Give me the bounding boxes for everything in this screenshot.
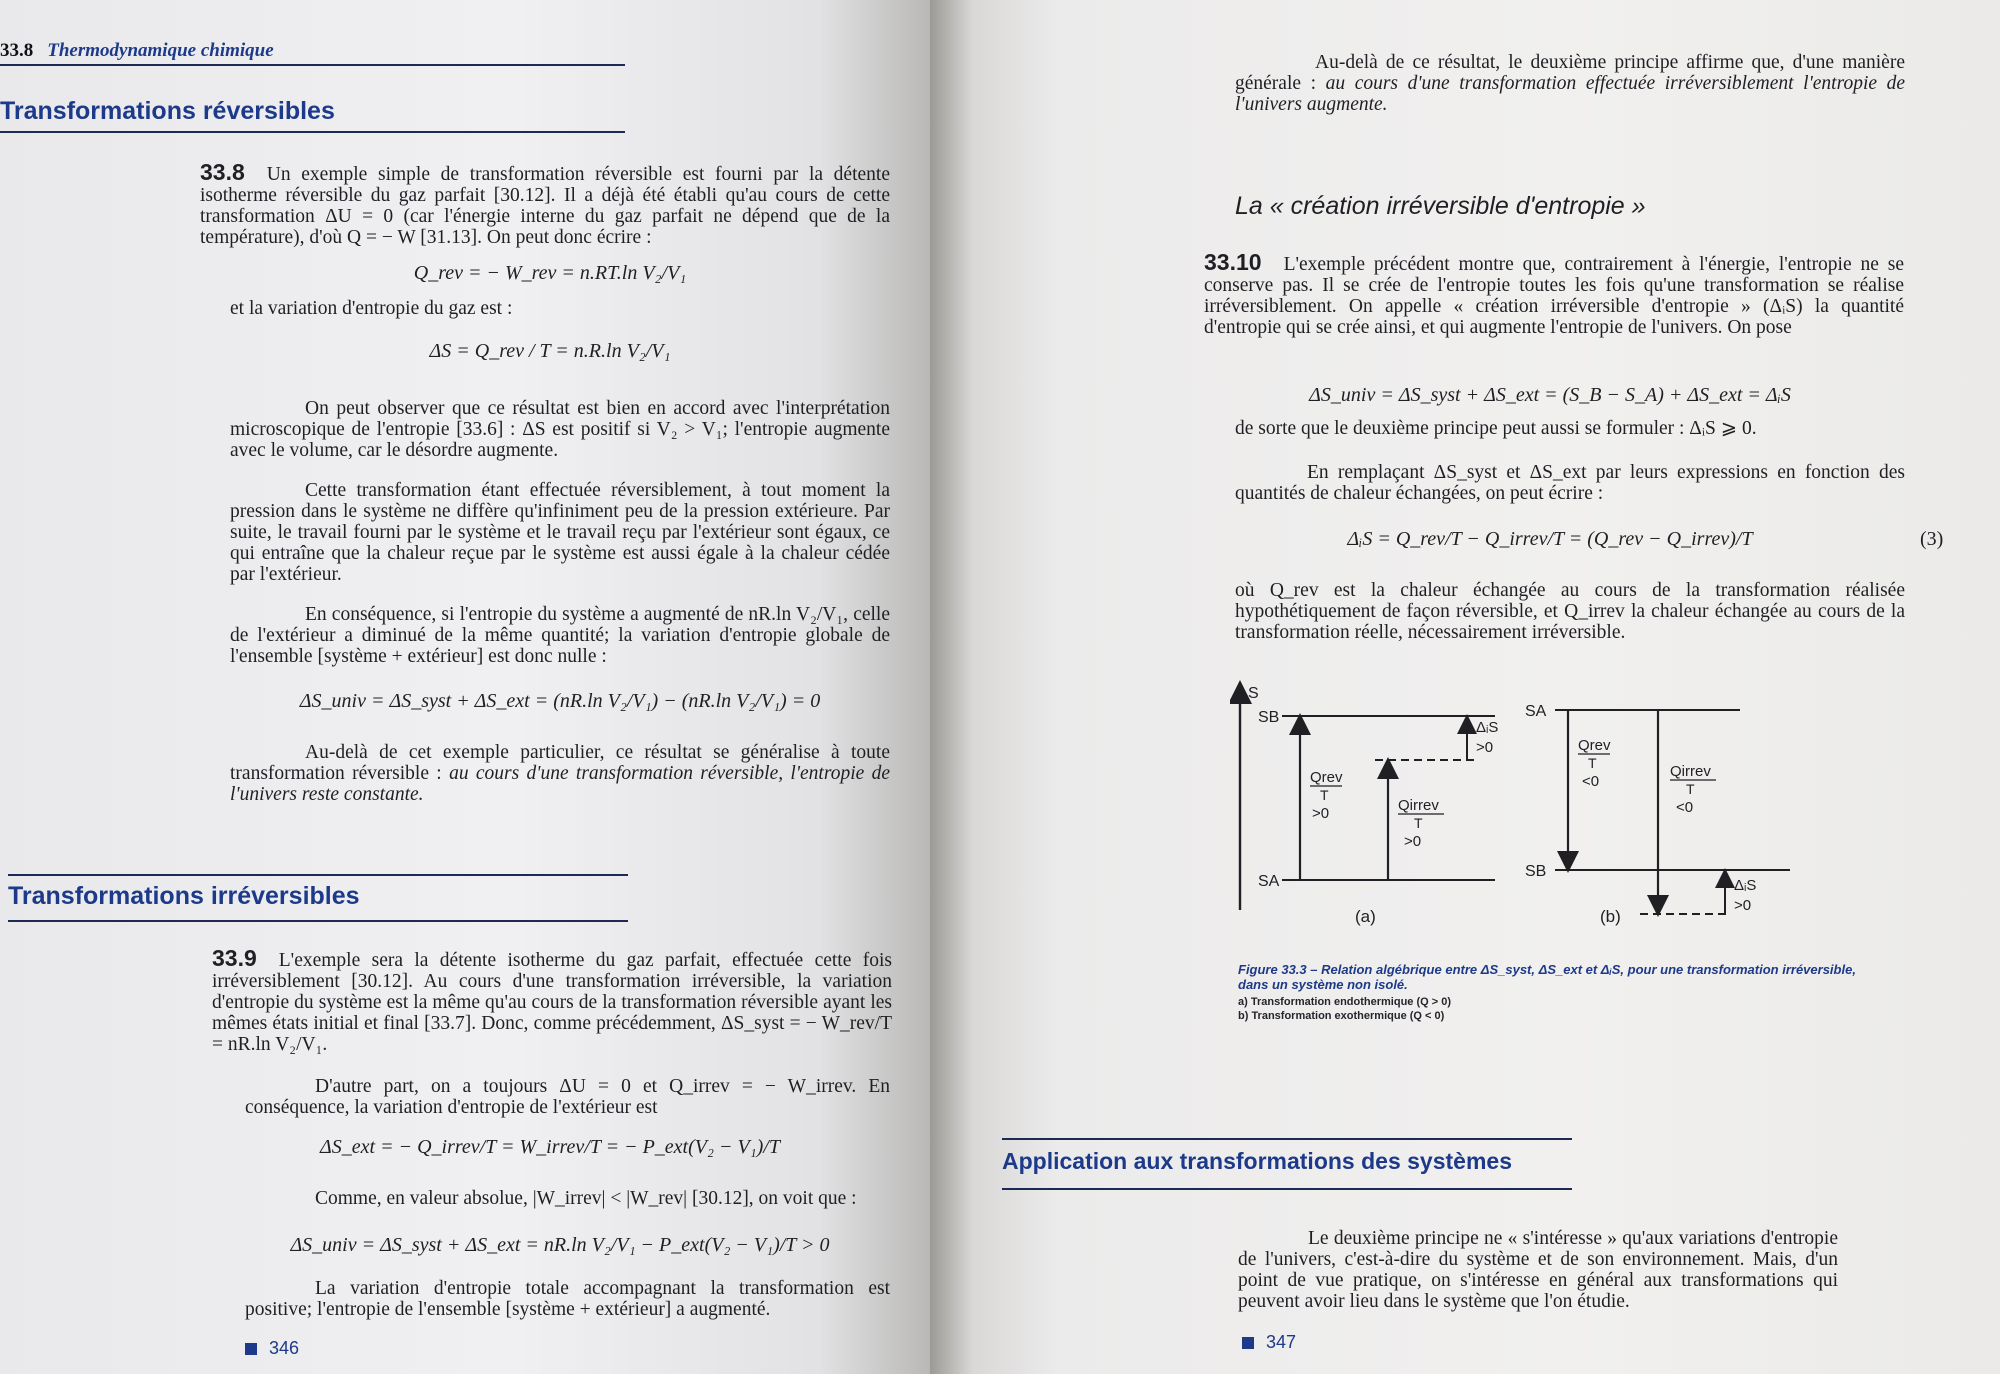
paragraph-text: Un exemple simple de transformation réversible est fourni par la détente isotherme réversible du gaz parfait [30.12]. Il a déjà été établi qu'au cours de cette transformation ΔU = 0 (car l'énergie interne du gaz parfait ne dépend que de la température), d'où Q = − W [31.13]. On peut donc écrire : — [200, 164, 890, 248]
section-rule — [8, 874, 628, 876]
paragraph-text: En conséquence, si l'entropie du système a augmenté de nR.ln V₂/V₁, celle de l'extérieur a diminué de la même quantité; la variation d'entropie globale de l'ensemble [système + extérieur] est donc nulle : — [230, 604, 890, 667]
paragraph-number: 33.10 — [1204, 249, 1262, 275]
paragraph-text: On peut observer que ce résultat est bien en accord avec l'interprétation microscopique de l'entropie [33.6] : ΔS est positif si V₂ > V₁; l'entropie augmente avec le volume, car le désordre augmente. — [230, 398, 890, 461]
paragraph-number: 33.9 — [212, 945, 257, 971]
fraction-numerator: Qrev — [1310, 769, 1343, 786]
section-title-irreversible: Transformations irréversibles — [8, 882, 360, 910]
section-rule — [1002, 1138, 1572, 1140]
fraction-denominator: T — [1588, 755, 1597, 771]
paragraph-text: L'exemple précédent montre que, contrairement à l'énergie, l'entropie ne se conserve pas. Il se crée de l'entropie toutes les fois qu'une transformation se réalise irréversiblement. On appelle « création irréversible d'entropie » (ΔᵢS) la quantité d'entropie qui se crée ainsi, et qui augmente l'entropie de l'univers. On pose — [1204, 254, 1904, 338]
section-rule — [8, 920, 628, 922]
equation-delta-s-univ-irrev: ΔS_univ = ΔS_syst + ΔS_ext = nR.ln V₂/V₁ − P_ext(V₂ − V₁)/T > 0 — [290, 1234, 830, 1256]
fraction-denominator: T — [1414, 815, 1423, 831]
equation-delta-s-univ: ΔS_univ = ΔS_syst + ΔS_ext = (nR.ln V₂/V₁) − (nR.ln V₂/V₁) = 0 — [299, 690, 821, 712]
sign-label: >0 — [1734, 897, 1752, 914]
diagram-label: (a) — [1355, 907, 1376, 926]
section-title-reversible: Transformations réversibles — [0, 97, 335, 125]
emphasis-text: au cours d'une transformation effectuée irréversiblement l'entropie de l'univers augmente. — [1235, 73, 1905, 115]
header-rule — [0, 64, 625, 66]
right-page — [930, 0, 2000, 1374]
sign-label: <0 — [1582, 773, 1600, 790]
running-head — [0, 40, 274, 62]
sign-label: <0 — [1676, 799, 1694, 816]
figure-caption-title: Figure 33.3 – Relation algébrique entre ΔS_syst, ΔS_ext et ΔᵢS, pour une transformation irréversible, dans un système non isolé. — [1238, 962, 1856, 992]
left-page — [0, 0, 930, 1374]
page-number: 346 — [245, 1338, 299, 1359]
diagram-label: (b) — [1600, 907, 1621, 926]
creation-label: ΔᵢS — [1734, 877, 1757, 894]
sign-label: >0 — [1312, 805, 1330, 822]
fraction-numerator: Qirrev — [1670, 763, 1711, 780]
paragraph-text: D'autre part, on a toujours ΔU = 0 et Q_irrev = − W_irrev. En conséquence, la variation d'entropie de l'extérieur est — [245, 1076, 890, 1118]
sign-label: >0 — [1404, 833, 1422, 850]
paragraph-33-8 — [200, 159, 890, 248]
running-head-number: 33.8 — [0, 40, 34, 61]
page-number: 347 — [1242, 1332, 1296, 1353]
equation-q-rev: Q_rev = − W_rev = n.RT.ln V₂/V₁ — [413, 262, 687, 284]
running-head-title: Thermodynamique chimique — [47, 40, 274, 61]
paragraph-text: Au-delà de ce résultat, le deuxième principe affirme que, d'une manière générale : — [1235, 52, 1905, 94]
paragraph-text: Au-delà de cet exemple particulier, ce résultat se généralise à toute transformation réversible : — [230, 742, 890, 784]
paragraph-text: La variation d'entropie totale accompagnant la transformation est positive; l'entropie de l'ensemble [système + extérieur] a augmenté. — [245, 1278, 890, 1320]
section-title-application: Application aux transformations des systèmes — [1002, 1148, 1512, 1174]
axis-label: S — [1248, 685, 1259, 702]
section-rule — [1002, 1188, 1572, 1190]
fraction-numerator: Qirrev — [1398, 797, 1439, 814]
paragraph-33-9 — [212, 945, 892, 1055]
level-label: SB — [1258, 709, 1280, 726]
paragraph-text: et la variation d'entropie du gaz est : — [230, 298, 513, 319]
section-rule — [0, 131, 625, 133]
paragraph-text: L'exemple sera la détente isotherme du gaz parfait, effectuée cette fois irréversiblement [30.12]. Au cours d'une transformation irréversible, la variation d'entropie du système est la même qu'au cours de la transformation réversible ayant les mêmes états initial et final [33.7]. Donc, comme précédemment, ΔS_syst = − W_rev/T = nR.ln V₂/V₁. — [212, 950, 892, 1055]
paragraph-text: de sorte que le deuxième principe peut aussi se formuler : ΔᵢS ⩾ 0. — [1235, 418, 1757, 439]
level-label: SA — [1258, 873, 1280, 890]
subsection-title: La « création irréversible d'entropie » — [1235, 192, 1646, 220]
sign-label: >0 — [1476, 739, 1494, 756]
paragraph-text: Cette transformation étant effectuée réversiblement, à tout moment la pression dans le système ne diffère qu'infiniment peu de la pression extérieure. Par suite, le travail fourni par le système et le travail reçu par l'extérieur sont égaux, ce qui entraîne que la chaleur reçue par le système est aussi égale à la chaleur cédée par l'extérieur. — [230, 480, 890, 585]
equation-number: (3) — [1920, 528, 1944, 550]
level-label: SB — [1525, 863, 1547, 880]
entropy-diagram — [1230, 680, 1790, 950]
paragraph-number: 33.8 — [200, 159, 245, 185]
figure-caption-line: b) Transformation exothermique (Q < 0) — [1238, 1010, 1445, 1022]
equation-3: ΔᵢS = Q_rev/T − Q_irrev/T = (Q_rev − Q_irrev)/T — [1347, 528, 1753, 550]
paragraph-text: Comme, en valeur absolue, |W_irrev| < |W_rev| [30.12], on voit que : — [315, 1188, 857, 1209]
paragraph-text — [230, 742, 890, 805]
emphasis-text: au cours d'une transformation réversible, l'entropie de l'univers reste constante. — [230, 763, 890, 805]
level-label: SA — [1525, 703, 1547, 720]
fraction-numerator: Qrev — [1578, 737, 1611, 754]
fraction-denominator: T — [1686, 781, 1695, 797]
equation-delta-s: ΔS = Q_rev / T = n.R.ln V₂/V₁ — [429, 340, 671, 362]
paragraph-text — [1235, 52, 1905, 115]
figure-caption-line: a) Transformation endothermique (Q > 0) — [1238, 996, 1452, 1008]
paragraph-text: Le deuxième principe ne « s'intéresse » qu'aux variations d'entropie de l'univers, c'est-à-dire du système et de son environnement. Mais, d'un point de vue pratique, on s'intéresse en général aux transformations qui peuvent avoir lieu dans le système que l'on étudie. — [1238, 1228, 1838, 1312]
creation-label: ΔᵢS — [1476, 719, 1499, 736]
equation-delta-s-ext: ΔS_ext = − Q_irrev/T = W_irrev/T = − P_ext(V₂ − V₁)/T — [320, 1136, 780, 1158]
equation-creation: ΔS_univ = ΔS_syst + ΔS_ext = (S_B − S_A) + ΔS_ext = ΔᵢS — [1309, 384, 1791, 406]
paragraph-33-10 — [1204, 249, 1904, 338]
fraction-denominator: T — [1320, 787, 1329, 803]
paragraph-text: où Q_rev est la chaleur échangée au cours de la transformation réalisée hypothétiquement de façon réversible, et Q_irrev la chaleur échangée au cours de la transformation réelle, nécessairement irréversible. — [1235, 580, 1905, 643]
paragraph-text: En remplaçant ΔS_syst et ΔS_ext par leurs expressions en fonction des quantités de chaleur échangées, on peut écrire : — [1235, 462, 1905, 504]
